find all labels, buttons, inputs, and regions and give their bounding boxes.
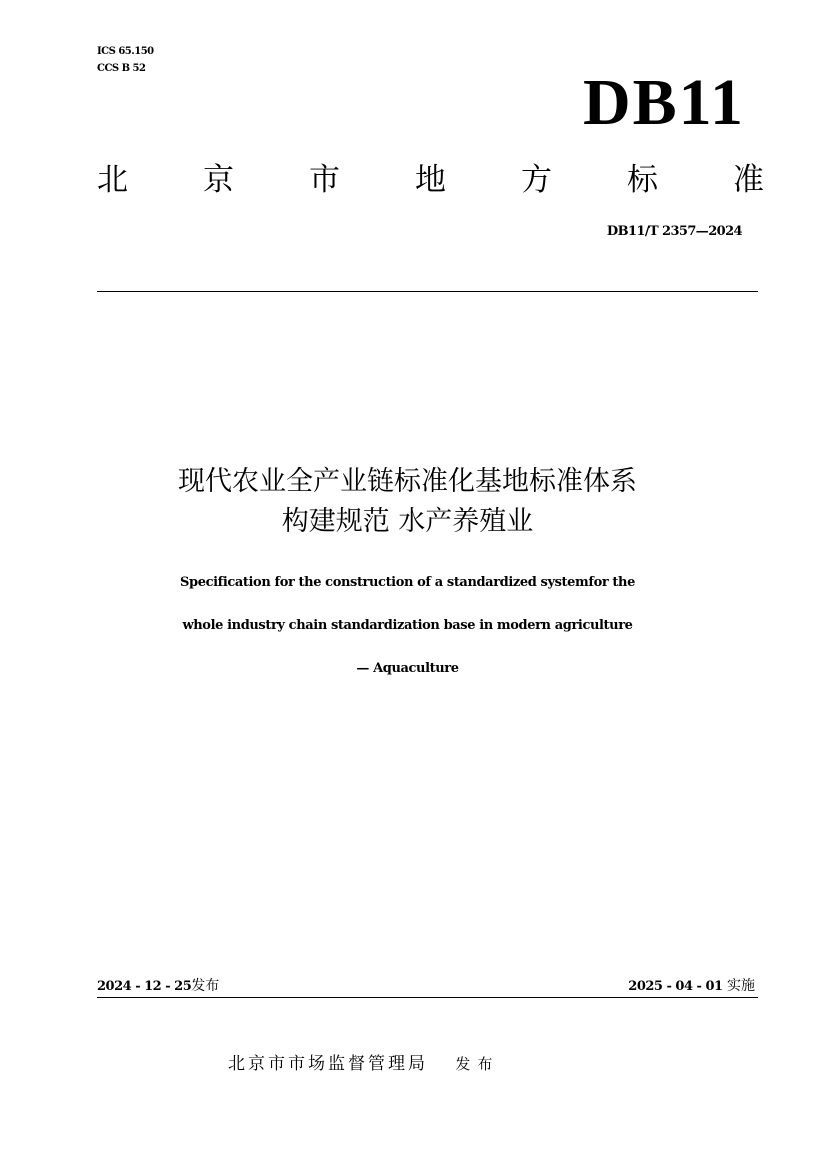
effective-date: 2025 - 04 - 01 <box>628 979 723 994</box>
standard-number: DB11/T 2357—2024 <box>606 224 742 239</box>
effective-label: 实施 <box>727 978 755 994</box>
publisher-line <box>228 1052 499 1076</box>
date-row <box>97 975 758 997</box>
publisher-name: 北京市市场监督管理局 <box>228 1054 428 1074</box>
db11-logo: DB11 <box>582 66 745 139</box>
chinese-title-line-1: 现代农业全产业链标准化基地标准体系 <box>178 466 637 497</box>
standard-type-char: 地 <box>415 162 446 198</box>
issue-date: 2024 - 12 - 25 <box>97 979 192 994</box>
issue-date-block <box>97 975 219 998</box>
standard-type-char: 京 <box>203 162 234 198</box>
chinese-title <box>60 462 755 542</box>
ics-code: ICS 65.150 <box>97 46 154 57</box>
effective-date-block <box>628 975 755 998</box>
standard-type-char: 准 <box>733 162 764 198</box>
issue-label: 发布 <box>191 978 220 994</box>
header-divider <box>97 291 758 292</box>
english-title-line-3: — Aquaculture <box>356 661 459 676</box>
english-title-line-1: Specification for the construction of a standardized systemfor the <box>180 575 635 590</box>
english-title <box>60 561 755 690</box>
ccs-code: CCS B 52 <box>97 63 146 74</box>
classification-codes <box>97 43 154 77</box>
publisher-action: 发布 <box>455 1055 500 1073</box>
english-title-line-2: whole industry chain standardization base in modern agriculture <box>182 618 633 633</box>
footer-divider <box>97 997 758 998</box>
standard-type-heading <box>97 160 764 200</box>
standard-type-char: 市 <box>309 162 340 198</box>
standard-type-char: 北 <box>97 162 128 198</box>
chinese-title-line-2: 构建规范 水产养殖业 <box>281 506 534 537</box>
standard-type-char: 方 <box>521 162 552 198</box>
standard-type-char: 标 <box>627 162 658 198</box>
